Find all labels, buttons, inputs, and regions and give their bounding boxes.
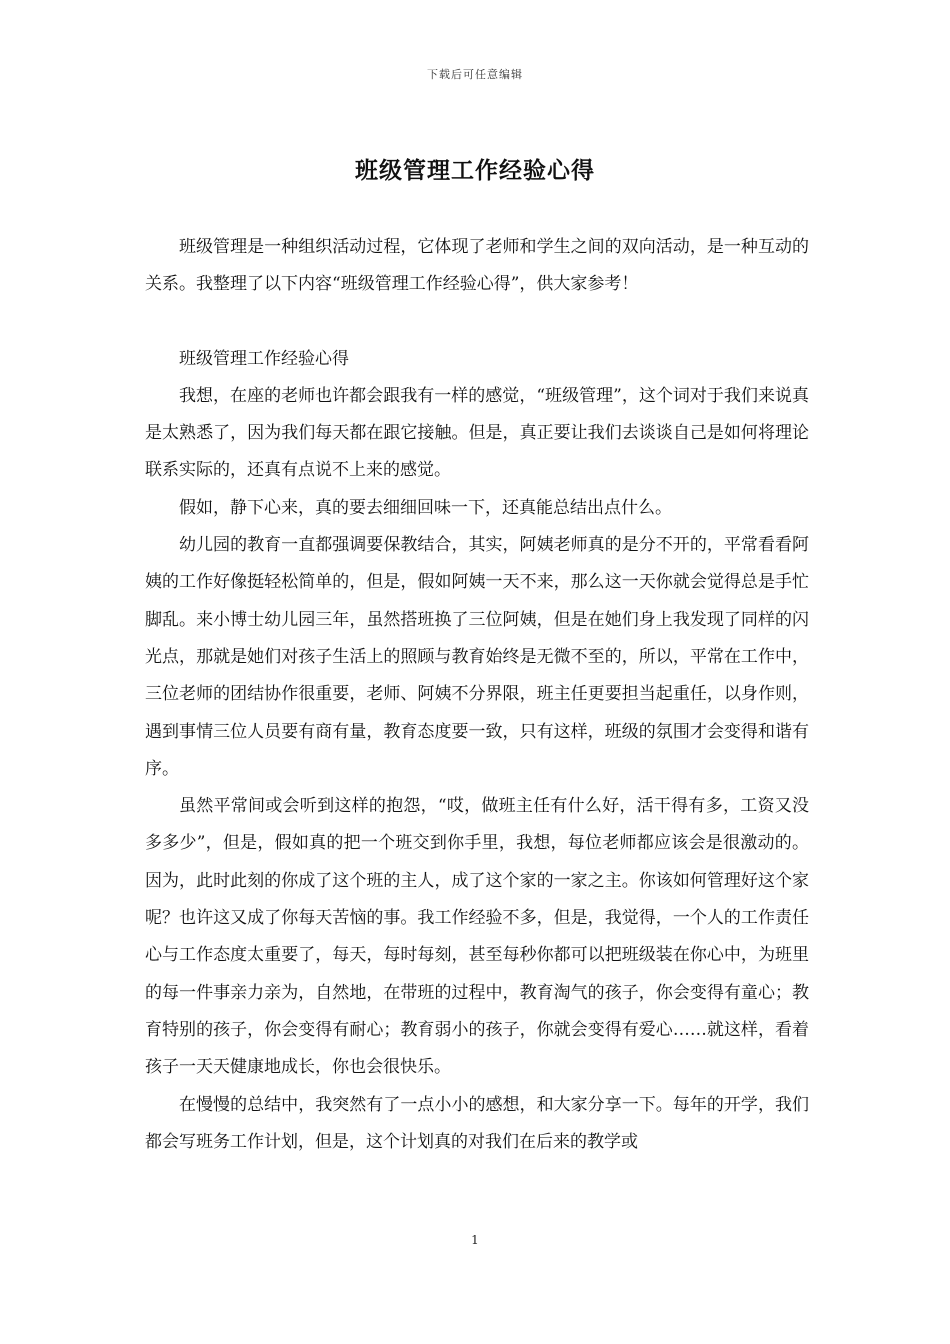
body-paragraph: 我想，在座的老师也许都会跟我有一样的感觉，“班级管理”，这个词对于我们来说真是太熟悉了，因为我们每天都在跟它接触。但是，真正要让我们去谈谈自己是如何将理论联系实际的，还真有点说不上来的感觉。: [145, 385, 809, 481]
document-title: 班级管理工作经验心得: [355, 157, 595, 184]
page-number: 1: [471, 1233, 479, 1247]
body-paragraph: 幼儿园的教育一直都强调要保教结合，其实，阿姨老师真的是分不开的，平常看看阿姨的工作好像挺轻松简单的，但是，假如阿姨一天不来，那么这一天你就会觉得总是手忙脚乱。来小博士幼儿园三年，虽然搭班换了三位阿姨，但是在她们身上我发现了同样的闪光点，那就是她们对孩子生活上的照顾与教育始终是无微不至的，所以，平常在工作中，三位老师的团结协作很重要，老师、阿姨不分界限，班主任更要担当起重任，以身作则，遇到事情三位人员要有商有量，教育态度要一致，只有这样，班级的氛围才会变得和谐有序。: [145, 535, 809, 779]
section-heading: 班级管理工作经验心得: [179, 348, 349, 369]
intro-paragraph: 班级管理是一种组织活动过程，它体现了老师和学生之间的双向活动，是一种互动的关系。我整理了以下内容“班级管理工作经验心得”，供大家参考！: [145, 237, 809, 295]
document-body: [145, 229, 809, 1161]
body-paragraph: 在慢慢的总结中，我突然有了一点小小的感想，和大家分享一下。每年的开学，我们都会写班务工作计划，但是，这个计划真的对我们在后来的教学或: [145, 1094, 809, 1152]
body-paragraph: 假如，静下心来，真的要去细细回味一下，还真能总结出点什么。: [179, 497, 672, 518]
header-note: 下载后可任意编辑: [427, 68, 523, 81]
body-paragraph: 虽然平常间或会听到这样的抱怨，“哎，做班主任有什么好，活干得有多，工资又没多多少”，但是，假如真的把一个班交到你手里，我想，每位老师都应该会是很激动的。因为，此时此刻的你成了这个班的主人，成了这个家的一家之主。你该如何管理好这个家呢？也许这又成了你每天苦恼的事。我工作经验不多，但是，我觉得，一个人的工作责任心与工作态度太重要了，每天，每时每刻，甚至每秒你都可以把班级装在你心中，为班里的每一件事亲力亲为，自然地，在带班的过程中，教育淘气的孩子，你会变得有童心；教育特别的孩子，你会变得有耐心；教育弱小的孩子，你就会变得有爱心……就这样，看着孩子一天天健康地成长，你也会很快乐。: [145, 796, 809, 1078]
